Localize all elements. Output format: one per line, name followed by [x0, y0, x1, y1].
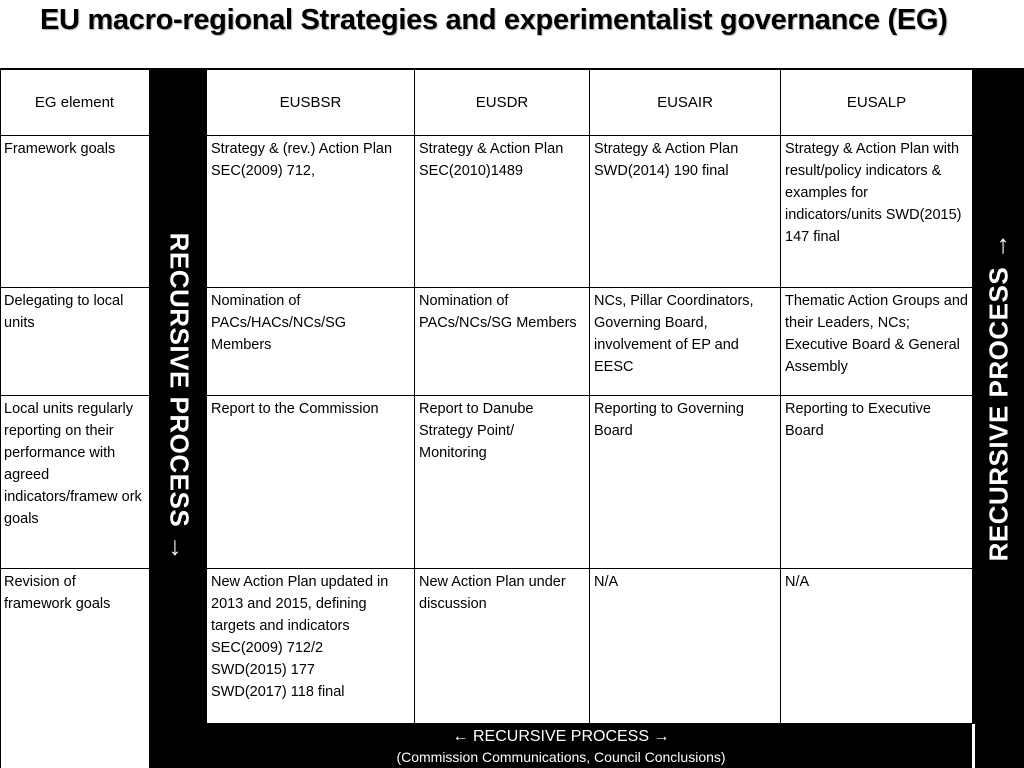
cell-framework-eusbsr: Strategy & (rev.) Action Plan SEC(2009) 712, — [207, 136, 415, 288]
cell-delegating-eusbsr: Nomination of PACs/HACs/NCs/SG Members — [207, 288, 415, 396]
bottom-recursive-label: ← RECURSIVE PROCESS → — [452, 728, 670, 745]
cell-revision-eusdr: New Action Plan under discussion — [415, 569, 590, 724]
header-eusalp: EUSALP — [781, 70, 973, 136]
cell-revision-eusbsr: New Action Plan updated in 2013 and 2015, defining targets and indicators SEC(2009) 712/2 SWD(2015) 177 SWD(2017) 118 final — [207, 569, 415, 724]
cell-delegating-eusair: NCs, Pillar Coordinators, Governing Board, involvement of EP and EESC — [590, 288, 781, 396]
right-recursive-label: RECURSIVE PROCESS → — [983, 232, 1013, 562]
cell-framework-eusalp: Strategy & Action Plan with result/policy indicators & examples for indicators/units SWD(2015) 147 final — [781, 136, 973, 288]
header-eusair: EUSAIR — [590, 70, 781, 136]
cell-reporting-eusalp: Reporting to Executive Board — [781, 396, 973, 569]
row-label-framework-goals: Framework goals — [0, 136, 150, 288]
eg-comparison-table — [0, 68, 1024, 768]
left-recursive-band — [150, 70, 207, 724]
cell-framework-eusdr: Strategy & Action Plan SEC(2010)1489 — [415, 136, 590, 288]
cell-revision-eusair: N/A — [590, 569, 781, 724]
left-recursive-label: RECURSIVE PROCESS → — [164, 232, 194, 562]
bottom-right-corner — [973, 724, 1024, 768]
cell-reporting-eusbsr: Report to the Commission — [207, 396, 415, 569]
bottom-recursive-note: (Commission Communications, Council Conclusions) — [396, 749, 726, 765]
cell-delegating-eusdr: Nomination of PACs/NCs/SG Members — [415, 288, 590, 396]
row-label-delegating: Delegating to local units — [0, 288, 150, 396]
cell-revision-eusalp: N/A — [781, 569, 973, 724]
page-title: EU macro-regional Strategies and experimentalist governance (EG) — [40, 4, 948, 36]
right-recursive-band — [973, 70, 1024, 724]
row-label-reporting: Local units regularly reporting on their performance with agreed indicators/framew ork goals — [0, 396, 150, 569]
row-label-revision: Revision of framework goals — [0, 569, 150, 768]
bottom-recursive-band — [150, 724, 972, 768]
cell-reporting-eusair: Reporting to Governing Board — [590, 396, 781, 569]
cell-reporting-eusdr: Report to Danube Strategy Point/ Monitoring — [415, 396, 590, 569]
header-eg-element: EG element — [0, 70, 150, 136]
cell-delegating-eusalp: Thematic Action Groups and their Leaders, NCs; Executive Board & General Assembly — [781, 288, 973, 396]
header-eusdr: EUSDR — [415, 70, 590, 136]
cell-framework-eusair: Strategy & Action Plan SWD(2014) 190 final — [590, 136, 781, 288]
header-eusbsr: EUSBSR — [207, 70, 415, 136]
